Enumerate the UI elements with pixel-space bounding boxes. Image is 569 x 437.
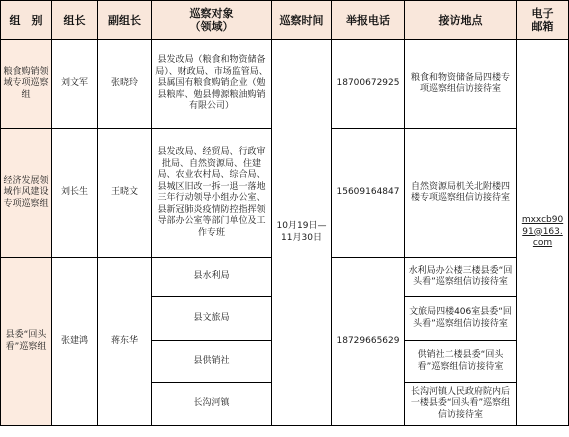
group-name: 粮食购销领域专项巡察组 xyxy=(1,40,52,129)
header-target: 巡察对象 （领域） xyxy=(152,1,272,40)
table-row xyxy=(1,40,569,129)
target-text: 县水利局 xyxy=(152,258,272,297)
leader-name: 刘文军 xyxy=(52,40,98,129)
deputy-name: 张晓玲 xyxy=(98,40,152,129)
header-group: 组 别 xyxy=(1,1,52,40)
header-time: 巡察时间 xyxy=(272,1,332,40)
visit-location: 粮食和物资储备局四楼专项巡察组信访接待室 xyxy=(405,40,517,129)
report-phone: 18700672925 xyxy=(332,40,405,129)
leader-name: 刘长生 xyxy=(52,129,98,258)
header-phone: 举报电话 xyxy=(332,1,405,40)
target-text: 县发改局（粮食和物资储备局）、财政局、市场监管局、县属国有粮食购销企业（勉县粮库、勉县傅源粮油购销有限公司） xyxy=(152,40,272,129)
header-leader: 组长 xyxy=(52,1,98,40)
patrol-time: 10月19日— 11月30日 xyxy=(272,40,332,426)
deputy-name: 王晓文 xyxy=(98,129,152,258)
header-location: 接访地点 xyxy=(405,1,517,40)
report-phone: 15609164847 xyxy=(332,129,405,258)
visit-location: 长沟河镇人民政府院内后一楼县委“回头看”巡察组信访接待室 xyxy=(405,383,517,426)
target-text: 县供销社 xyxy=(152,341,272,383)
header-deputy: 副组长 xyxy=(98,1,152,40)
leader-name: 张建鸿 xyxy=(52,258,98,426)
header-row xyxy=(1,1,569,40)
visit-location: 文旅局四楼406室县委“回头看”巡察组信访接待室 xyxy=(405,297,517,341)
deputy-name: 蒋东华 xyxy=(98,258,152,426)
group-name: 县委“回头看”巡察组 xyxy=(1,258,52,426)
visit-location: 供销社二楼县委“回头看”巡察组信访接待室 xyxy=(405,341,517,383)
target-text: 县发改局、经贸局、行政审批局、自然资源局、住建局、农业农村局、综合局、县城区旧改一拆一退一落地三年行动领导小组办公室、县新冠肺炎疫情防控指挥领导部办公室等部门单位及工作专班 xyxy=(152,129,272,258)
visit-location: 水利局办公楼三楼县委“回头看”巡察组信访接待室 xyxy=(405,258,517,297)
header-email: 电子 邮箱 xyxy=(517,1,569,40)
group-name: 经济发展领域作风建设专项巡察组 xyxy=(1,129,52,258)
report-phone: 18729665629 xyxy=(332,258,405,426)
visit-location: 自然资源局机关北附楼四楼专项巡察组信访接待室 xyxy=(405,129,517,258)
target-text: 县文旅局 xyxy=(152,297,272,341)
email-link[interactable]: mxxcb90 91@163. com xyxy=(517,40,569,426)
target-text: 长沟河镇 xyxy=(152,383,272,426)
